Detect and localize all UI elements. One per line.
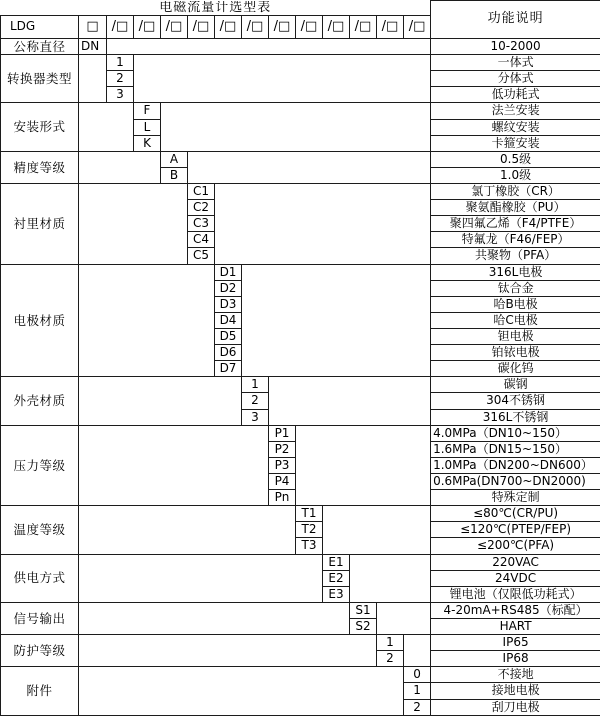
- description-cell: 316L不锈钢: [431, 409, 600, 425]
- description-cell: IP68: [431, 651, 600, 667]
- description-cell: 锂电池（仅限低功耗式）: [431, 586, 600, 602]
- description-cell: 碳钢: [431, 377, 600, 393]
- description-cell: 法兰安装: [431, 103, 600, 119]
- description-cell: 316L电极: [431, 264, 600, 280]
- code-cell: 1: [107, 55, 134, 71]
- empty-area: [242, 264, 431, 377]
- code-cell: 2: [107, 71, 134, 87]
- empty-area: [79, 264, 215, 377]
- empty-area: [79, 506, 296, 554]
- section-label: 供电方式: [1, 554, 79, 602]
- description-cell: IP65: [431, 635, 600, 651]
- table-row: [1, 602, 600, 618]
- description-cell: 特殊定制: [431, 490, 600, 506]
- empty-area: [134, 55, 431, 103]
- section-label: 安装形式: [1, 103, 79, 151]
- empty-area: [79, 667, 404, 716]
- code-cell: D5: [215, 329, 242, 345]
- empty-area: [79, 103, 134, 151]
- description-cell: 不接地: [431, 667, 600, 683]
- code-cell: S1: [350, 602, 377, 618]
- code-cell: T1: [296, 506, 323, 522]
- table-row: [1, 151, 600, 167]
- description-cell: 4.0MPa（DN10~150）: [431, 425, 600, 441]
- code-cell: D6: [215, 345, 242, 361]
- description-cell: 接地电极: [431, 683, 600, 699]
- code-cell: 1: [377, 635, 404, 651]
- section-label: 附件: [1, 667, 79, 716]
- code-cell: L: [134, 119, 161, 135]
- section-label: 外壳材质: [1, 377, 79, 425]
- model-code-box: /□: [404, 15, 431, 38]
- description-cell: 0.5级: [431, 151, 600, 167]
- model-code-box: /□: [134, 15, 161, 38]
- table-row: [1, 554, 600, 570]
- model-code-box: /□: [242, 15, 269, 38]
- section-label: 电极材质: [1, 264, 79, 377]
- description-cell: 卡箍安装: [431, 135, 600, 151]
- empty-area: [269, 377, 431, 425]
- description-cell: 碳化钨: [431, 361, 600, 377]
- code-cell: E3: [323, 586, 350, 602]
- code-cell: D4: [215, 312, 242, 328]
- code-cell: 2: [377, 651, 404, 667]
- code-cell: DN: [79, 39, 107, 55]
- title-row: [1, 1, 600, 16]
- empty-area: [161, 103, 431, 151]
- code-cell: D7: [215, 361, 242, 377]
- empty-area: [350, 554, 431, 602]
- empty-area: [79, 554, 323, 602]
- code-cell: S2: [350, 618, 377, 634]
- description-cell: 钽电极: [431, 329, 600, 345]
- code-cell: C4: [188, 232, 215, 248]
- description-cell: 1.0MPa（DN200~DN600）: [431, 457, 600, 473]
- code-cell: E2: [323, 570, 350, 586]
- description-cell: 特氟龙（F46/FEP）: [431, 232, 600, 248]
- model-code-box: /□: [323, 15, 350, 38]
- empty-area: [79, 425, 269, 506]
- description-cell: 220VAC: [431, 554, 600, 570]
- code-cell: E1: [323, 554, 350, 570]
- empty-area: [377, 602, 431, 634]
- table-row: [1, 264, 600, 280]
- code-cell: K: [134, 135, 161, 151]
- table-title: 电磁流量计选型表: [159, 0, 272, 15]
- code-cell: T2: [296, 522, 323, 538]
- section-label: 信号输出: [1, 602, 79, 634]
- empty-area: [323, 506, 431, 554]
- section-label: 压力等级: [1, 425, 79, 506]
- code-cell: 2: [242, 393, 269, 409]
- empty-area: [215, 184, 431, 265]
- section-label: 防护等级: [1, 635, 79, 667]
- description-cell: 刮刀电极: [431, 699, 600, 715]
- description-cell: 铂铱电极: [431, 345, 600, 361]
- code-cell: D1: [215, 264, 242, 280]
- code-cell: A: [161, 151, 188, 167]
- description-cell: 一体式: [431, 55, 600, 71]
- table-row: [1, 377, 600, 393]
- table-row: [1, 635, 600, 651]
- description-cell: 1.0级: [431, 167, 600, 183]
- description-cell: 聚四氟乙烯（F4/PTFE）: [431, 216, 600, 232]
- code-cell: D3: [215, 296, 242, 312]
- code-cell: 1: [404, 683, 431, 699]
- model-first-box: □: [79, 15, 107, 38]
- description-cell: HART: [431, 618, 600, 634]
- table-row: [1, 103, 600, 119]
- description-cell: 1.6MPa（DN15~150）: [431, 441, 600, 457]
- section-label: 转换器类型: [1, 55, 79, 103]
- model-code-box: /□: [350, 15, 377, 38]
- section-label: 公称直径: [1, 39, 79, 55]
- code-cell: 3: [242, 409, 269, 425]
- code-cell: P3: [269, 457, 296, 473]
- empty-area: [107, 39, 431, 55]
- code-cell: 0: [404, 667, 431, 683]
- table-row: [1, 425, 600, 441]
- table-row: [1, 39, 600, 55]
- section-label: 温度等级: [1, 506, 79, 554]
- code-cell: C3: [188, 216, 215, 232]
- code-cell: Pn: [269, 490, 296, 506]
- description-cell: 10-2000: [431, 39, 600, 55]
- description-cell: 24VDC: [431, 570, 600, 586]
- code-cell: 2: [404, 699, 431, 715]
- code-cell: T3: [296, 538, 323, 554]
- description-cell: 螺纹安装: [431, 119, 600, 135]
- model-code-box: /□: [215, 15, 242, 38]
- code-cell: D2: [215, 280, 242, 296]
- code-cell: P2: [269, 441, 296, 457]
- description-cell: ≤120℃(PTEP/FEP): [431, 522, 600, 538]
- description-cell: ≤80℃(CR/PU): [431, 506, 600, 522]
- code-cell: P4: [269, 474, 296, 490]
- code-cell: C1: [188, 184, 215, 200]
- code-cell: C5: [188, 248, 215, 264]
- model-prefix: LDG: [1, 15, 79, 38]
- empty-area: [79, 635, 377, 667]
- section-label: 衬里材质: [1, 184, 79, 265]
- description-cell: 4-20mA+RS485（标配）: [431, 602, 600, 618]
- empty-area: [79, 184, 188, 265]
- table-row: [1, 667, 600, 683]
- model-code-box: /□: [161, 15, 188, 38]
- code-cell: 1: [242, 377, 269, 393]
- section-label: 精度等级: [1, 151, 79, 183]
- code-cell: B: [161, 167, 188, 183]
- code-cell: F: [134, 103, 161, 119]
- empty-area: [188, 151, 431, 183]
- model-code-box: /□: [296, 15, 323, 38]
- description-cell: 共聚物（PFA）: [431, 248, 600, 264]
- description-cell: 304不锈钢: [431, 393, 600, 409]
- empty-area: [296, 425, 431, 506]
- description-cell: 哈B电极: [431, 296, 600, 312]
- empty-area: [79, 377, 242, 425]
- empty-area: [404, 635, 431, 667]
- code-cell: P1: [269, 425, 296, 441]
- empty-area: [79, 151, 161, 183]
- model-code-box: /□: [377, 15, 404, 38]
- description-cell: 分体式: [431, 71, 600, 87]
- table-row: [1, 506, 600, 522]
- code-cell: C2: [188, 200, 215, 216]
- model-code-box: /□: [107, 15, 134, 38]
- empty-area: [79, 55, 107, 103]
- model-code-box: /□: [269, 15, 296, 38]
- model-code-box: /□: [188, 15, 215, 38]
- description-cell: 聚氨酯橡胶（PU）: [431, 200, 600, 216]
- function-column-header: 功能说明: [431, 1, 600, 39]
- description-cell: 钛合金: [431, 280, 600, 296]
- description-cell: 0.6MPa(DN700~DN2000): [431, 474, 600, 490]
- description-cell: 氯丁橡胶（CR）: [431, 184, 600, 200]
- description-cell: 低功耗式: [431, 87, 600, 103]
- code-cell: 3: [107, 87, 134, 103]
- description-cell: ≤200℃(PFA): [431, 538, 600, 554]
- table-row: [1, 55, 600, 71]
- empty-area: [79, 602, 350, 634]
- description-cell: 哈C电极: [431, 312, 600, 328]
- table-row: [1, 184, 600, 200]
